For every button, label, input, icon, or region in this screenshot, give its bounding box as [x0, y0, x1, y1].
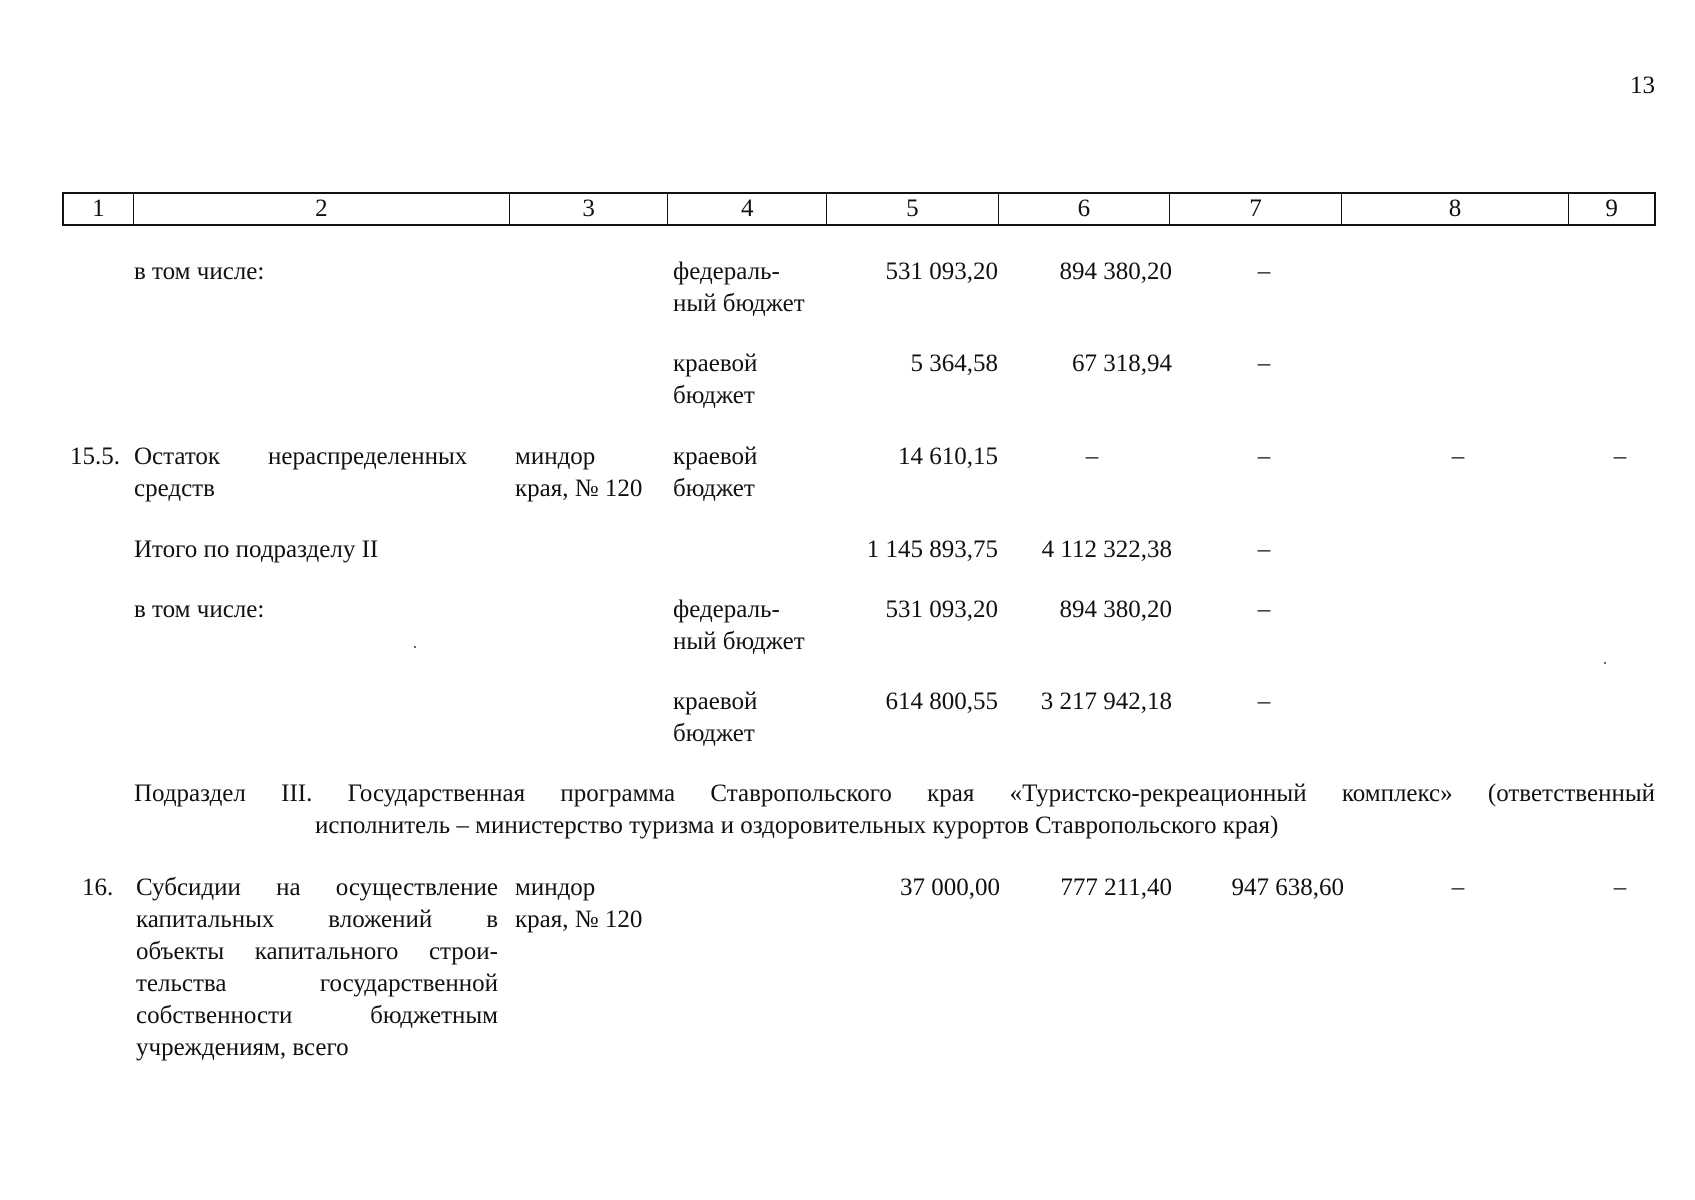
executor-line-2: края, № 120	[515, 475, 643, 502]
header-col-3: 3	[510, 194, 669, 224]
value-col-5: 37 000,00	[900, 874, 1000, 901]
value-col-9: –	[1613, 443, 1627, 470]
executor-line-2: края, № 120	[515, 906, 643, 933]
row-label-part-a: Остаток	[134, 443, 221, 470]
row-label: в том числе:	[134, 596, 265, 623]
row-label: Итого по подразделу II	[134, 536, 379, 563]
row-label-line-2: средств	[134, 475, 215, 502]
value-col-7: –	[1257, 258, 1271, 285]
scan-speck	[414, 646, 416, 648]
header-col-9: 9	[1605, 195, 1618, 222]
value-col-6: 4 112 322,38	[1041, 536, 1172, 563]
source-line-1: краевой	[673, 443, 758, 470]
header-col-1: 1	[64, 194, 134, 224]
page-number: 13	[1630, 72, 1655, 99]
value-col-7: 947 638,60	[1231, 874, 1344, 901]
source-line-2: ный бюджет	[673, 628, 805, 655]
executor-line-1: миндор	[515, 874, 596, 901]
header-col-5: 5	[827, 194, 999, 224]
value-col-7: –	[1257, 688, 1271, 715]
value-col-6: 67 318,94	[1072, 350, 1172, 377]
table-header-row	[62, 192, 1656, 226]
source-line-2: бюджет	[673, 720, 755, 747]
value-col-8: –	[1451, 874, 1465, 901]
row-label-line: учреждениям, всего	[136, 1034, 349, 1061]
row-label-line: объекты капитального строи-	[136, 938, 498, 965]
header-col-2: 2	[134, 194, 510, 224]
value-col-6: 894 380,20	[1059, 258, 1172, 285]
value-col-5: 531 093,20	[885, 596, 998, 623]
value-col-7: –	[1257, 596, 1271, 623]
source-line-1: федераль-	[673, 258, 780, 285]
row-label-line: капитальных вложений в	[136, 906, 498, 933]
row-number: 15.5.	[70, 443, 120, 470]
header-col-7: 7	[1170, 194, 1342, 224]
value-col-5: 1 145 893,75	[866, 536, 998, 563]
source-line-2: бюджет	[673, 382, 755, 409]
executor-line-1: миндор	[515, 443, 596, 470]
header-col-4: 4	[668, 194, 827, 224]
row-label: в том числе:	[134, 258, 265, 285]
value-col-9: –	[1613, 874, 1627, 901]
source-line-1: федераль-	[673, 596, 780, 623]
source-line-2: бюджет	[673, 475, 755, 502]
scan-speck	[1604, 662, 1606, 664]
value-col-6: 777 211,40	[1060, 874, 1172, 901]
subsection-heading-line-2: исполнитель – министерство туризма и оздоровительных курортов Ставропольского края)	[315, 812, 1279, 839]
row-label-line: Субсидии на осуществление	[136, 874, 498, 901]
value-col-7: –	[1257, 536, 1271, 563]
source-line-1: краевой	[673, 688, 758, 715]
value-col-5: 614 800,55	[885, 688, 998, 715]
row-label-line: собственности бюджетным	[136, 1002, 498, 1029]
source-line-1: краевой	[673, 350, 758, 377]
value-col-5: 531 093,20	[885, 258, 998, 285]
value-col-7: –	[1257, 350, 1271, 377]
header-col-6: 6	[999, 194, 1171, 224]
row-label-line: тельства государственной	[136, 970, 498, 997]
source-line-2: ный бюджет	[673, 290, 805, 317]
row-number: 16.	[82, 874, 114, 901]
value-col-5: 5 364,58	[910, 350, 998, 377]
value-col-6: –	[1085, 443, 1099, 470]
subsection-heading-line-1: Подраздел III. Государственная программа Ставропольского края «Туристско-рекреационный комплекс» (ответственный	[134, 780, 1655, 807]
row-label-part-b: нераспределенных	[268, 443, 468, 470]
value-col-5: 14 610,15	[898, 443, 998, 470]
value-col-8: –	[1451, 443, 1465, 470]
value-col-6: 3 217 942,18	[1040, 688, 1172, 715]
header-col-8: 8	[1342, 194, 1569, 224]
value-col-7: –	[1257, 443, 1271, 470]
value-col-6: 894 380,20	[1059, 596, 1172, 623]
